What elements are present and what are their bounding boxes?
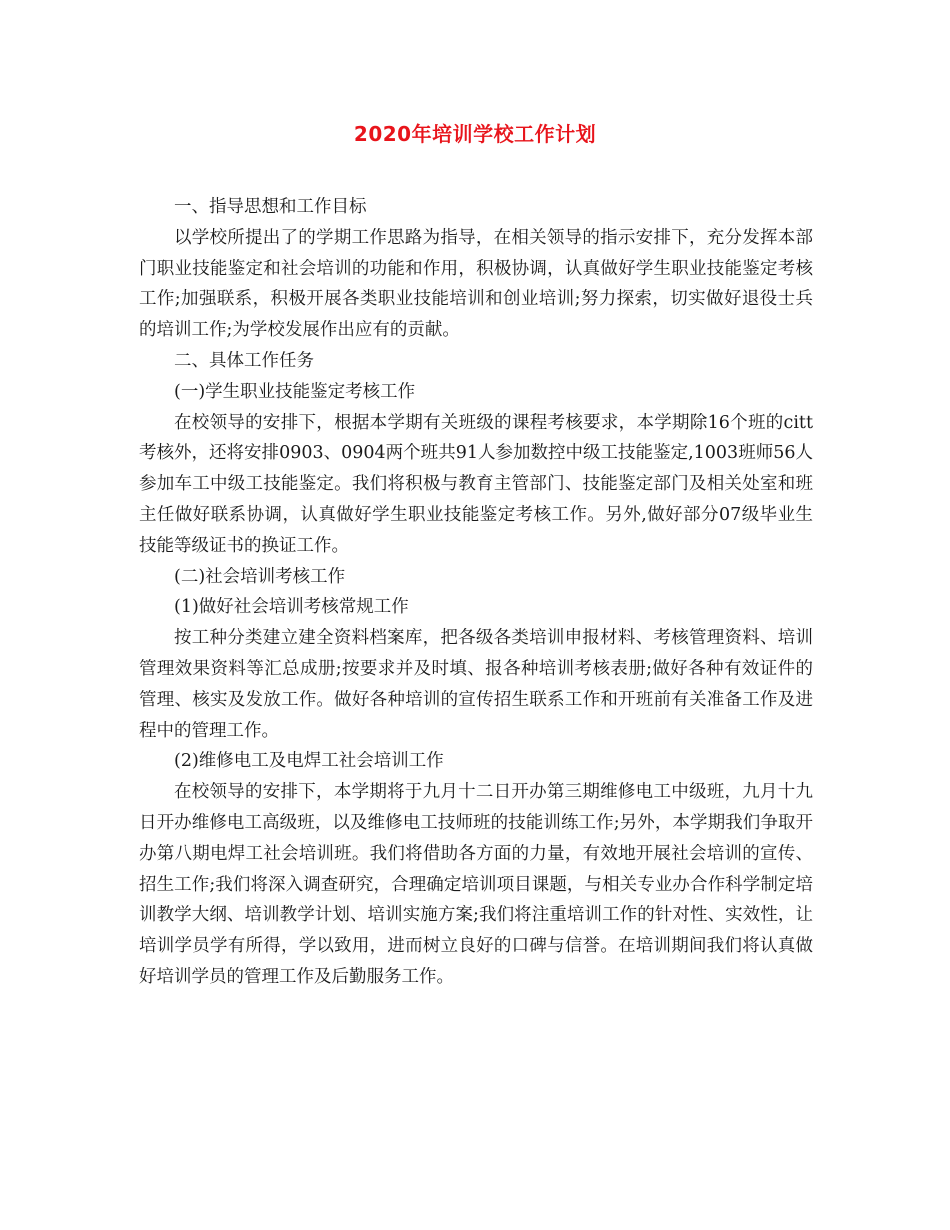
subheading-routine-work: (1)做好社会培训考核常规工作 [174, 597, 409, 618]
heading-specific-tasks: 二、具体工作任务 [174, 350, 314, 371]
subheading-student-assessment: (一)学生职业技能鉴定考核工作 [174, 381, 416, 402]
paragraph-routine-work: 按工种分类建立建全资料档案库，把各级各类培训申报材料、考核管理资料、培训管理效果资料等汇总成册;按要求并及时填、报各种培训考核表册;做好各种有效证件的管理、核实及发放工作。做好各种培训的宣传招生联系工作和开班前有关准备工作及进程中的管理工作。 [139, 628, 813, 741]
paragraph-student-assessment: 在校领导的安排下，根据本学期有关班级的课程考核要求，本学期除16个班的citt考核外，还将安排0903、0904两个班共91人参加数控中级工技能鉴定,1003班师56人参加车工中级工技能鉴定。我们将积极与教育主管部门、技能鉴定部门及相关处室和班主任做好联系协调，认真做好学生职业技能鉴定考核工作。另外,做好部分07级毕业生技能等级证书的换证工作。 [139, 412, 813, 556]
subheading-electrician-welder: (2)维修电工及电焊工社会培训工作 [174, 751, 444, 772]
heading-guiding-thought: 一、指导思想和工作目标 [174, 197, 367, 217]
document-title: 2020年培训学校工作计划 [353, 122, 597, 146]
document-body [139, 192, 813, 993]
subheading-social-training: (二)社会培训考核工作 [174, 566, 346, 587]
paragraph-guiding-thought: 以学校所提出了的学期工作思路为指导，在相关领导的指示安排下，充分发挥本部门职业技能鉴定和社会培训的功能和作用，积极协调，认真做好学生职业技能鉴定考核工作;加强联系，积极开展各类职业技能培训和创业培训;努力探索，切实做好退役士兵的培训工作;为学校发展作出应有的贡献。 [139, 227, 813, 341]
paragraph-electrician-welder: 在校领导的安排下，本学期将于九月十二日开办第三期维修电工中级班，九月十九日开办维修电工高级班，以及维修电工技师班的技能训练工作;另外，本学期我们争取开办第八期电焊工社会培训班。我们将借助各方面的力量，有效地开展社会培训的宣传、招生工作;我们将深入调查研究，合理确定培训项目课题，与相关专业办合作科学制定培训教学大纲、培训教学计划、培训实施方案;我们将注重培训工作的针对性、实效性，让培训学员学有所得，学以致用，进而树立良好的口碑与信誉。在培训期间我们将认真做好培训学员的管理工作及后勤服务工作。 [139, 782, 813, 987]
